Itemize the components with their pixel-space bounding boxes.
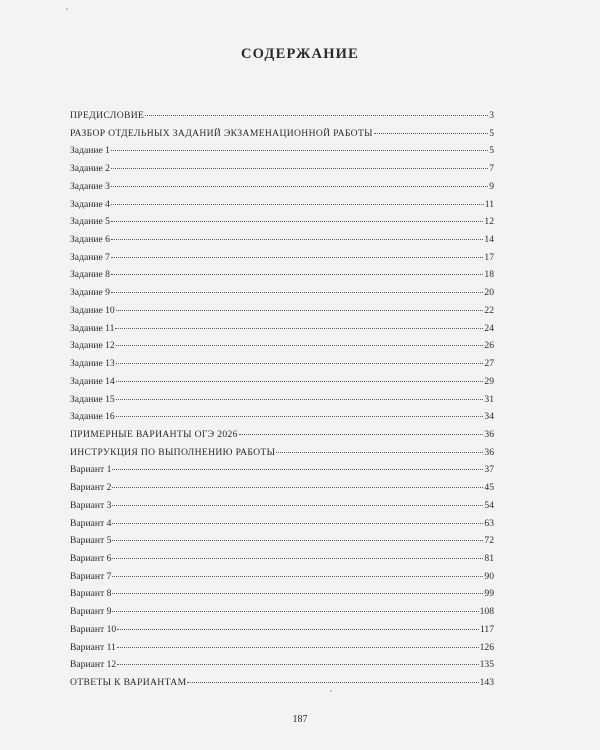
toc-entry-page: 9 xyxy=(489,180,494,192)
toc-entry xyxy=(70,340,494,358)
toc-leader-dots xyxy=(117,664,478,665)
toc-entry xyxy=(70,482,494,500)
toc-entry-title: Вариант 6 xyxy=(70,552,112,564)
toc-entry-title: Задание 15 xyxy=(70,393,115,405)
toc-entry-title: Вариант 7 xyxy=(70,570,112,582)
toc-entry xyxy=(70,553,494,571)
toc-leader-dots xyxy=(112,611,478,612)
toc-entry xyxy=(70,252,494,270)
toc-entry-page: 12 xyxy=(484,216,494,228)
toc-leader-dots xyxy=(239,434,484,435)
toc-entry-page: 36 xyxy=(484,446,494,458)
toc-entry-page: 31 xyxy=(484,393,494,405)
toc-entry xyxy=(70,535,494,553)
toc-entry-title: Вариант 4 xyxy=(70,517,112,529)
toc-entry xyxy=(70,181,494,199)
toc-entry-title: Задание 4 xyxy=(70,198,110,210)
toc-entry xyxy=(70,606,494,624)
toc-entry-page: 20 xyxy=(484,287,494,299)
toc-entry-title: Задание 3 xyxy=(70,180,110,192)
toc-leader-dots xyxy=(111,204,484,205)
toc-entry-page: 5 xyxy=(489,145,494,157)
toc-entry-title: Задание 12 xyxy=(70,340,115,352)
toc-entry-title: Задание 6 xyxy=(70,234,110,246)
toc-entry-page: 63 xyxy=(484,517,494,529)
toc-leader-dots xyxy=(116,363,484,364)
toc-entry-page: 81 xyxy=(484,552,494,564)
toc-entry-page: 54 xyxy=(484,499,494,511)
toc-entry xyxy=(70,411,494,429)
toc-entry xyxy=(70,394,494,412)
toc-entry-title: РАЗБОР ОТДЕЛЬНЫХ ЗАДАНИЙ ЭКЗАМЕНАЦИОННОЙ РАБОТЫ xyxy=(70,127,373,139)
toc-leader-dots xyxy=(116,416,484,417)
toc-entry xyxy=(70,216,494,234)
toc-entry-page: 135 xyxy=(479,659,494,671)
toc-entry-page: 45 xyxy=(484,482,494,494)
toc-entry xyxy=(70,163,494,181)
toc-entry-title: Задание 16 xyxy=(70,411,115,423)
toc-leader-dots xyxy=(111,239,483,240)
toc-leader-dots xyxy=(111,257,483,258)
toc-entry-title: Задание 14 xyxy=(70,375,115,387)
toc-entry-page: 7 xyxy=(489,163,494,175)
toc-entry-title: Задание 8 xyxy=(70,269,110,281)
page-title: СОДЕРЖАНИЕ xyxy=(240,46,360,62)
toc-entry-title: Задание 13 xyxy=(70,358,115,370)
toc-entry-page: 3 xyxy=(489,110,494,121)
toc-entry-page: 126 xyxy=(479,641,494,653)
toc-entry xyxy=(70,110,494,128)
toc-leader-dots xyxy=(111,274,483,275)
toc-entry xyxy=(70,234,494,252)
toc-entry-page: 108 xyxy=(479,606,494,618)
toc-entry-title: Задание 5 xyxy=(70,216,110,228)
toc-leader-dots xyxy=(116,345,484,346)
toc-leader-dots xyxy=(116,381,484,382)
toc-entry-title: Вариант 8 xyxy=(70,588,112,600)
toc-entry xyxy=(70,287,494,305)
toc-entry-title: Задание 11 xyxy=(70,322,115,334)
toc-entry-title: Вариант 12 xyxy=(70,659,117,671)
toc-entry-title: Вариант 5 xyxy=(70,535,112,547)
toc-entry-title: Вариант 10 xyxy=(70,623,117,635)
table-of-contents xyxy=(70,110,494,695)
toc-leader-dots xyxy=(374,133,488,134)
toc-leader-dots xyxy=(111,168,488,169)
toc-leader-dots xyxy=(145,115,488,116)
toc-entry-title: ПРЕДИСЛОВИЕ xyxy=(70,110,145,121)
toc-entry xyxy=(70,145,494,163)
toc-entry xyxy=(70,518,494,536)
toc-entry xyxy=(70,677,494,695)
toc-entry xyxy=(70,464,494,482)
toc-entry xyxy=(70,642,494,660)
toc-leader-dots xyxy=(116,310,484,311)
toc-entry-page: 22 xyxy=(484,304,494,316)
toc-entry-page: 17 xyxy=(484,251,494,263)
toc-leader-dots xyxy=(111,186,488,187)
toc-entry-page: 11 xyxy=(484,198,494,210)
toc-entry-page: 37 xyxy=(484,464,494,476)
toc-entry xyxy=(70,199,494,217)
toc-leader-dots xyxy=(115,328,483,329)
toc-leader-dots xyxy=(112,576,483,577)
toc-leader-dots xyxy=(117,629,479,630)
toc-leader-dots xyxy=(112,505,483,506)
toc-leader-dots xyxy=(112,558,483,559)
toc-entry xyxy=(70,376,494,394)
toc-entry xyxy=(70,571,494,589)
toc-entry-page: 117 xyxy=(479,623,494,635)
toc-entry xyxy=(70,447,494,465)
toc-leader-dots xyxy=(112,540,483,541)
toc-entry xyxy=(70,624,494,642)
toc-entry-page: 34 xyxy=(484,411,494,423)
toc-entry-title: ИНСТРУКЦИЯ ПО ВЫПОЛНЕНИЮ РАБОТЫ xyxy=(70,446,276,458)
toc-entry-title: Вариант 11 xyxy=(70,641,116,653)
scan-speck xyxy=(330,690,332,692)
toc-leader-dots xyxy=(112,523,483,524)
toc-entry-page: 5 xyxy=(489,127,494,139)
toc-entry-title: ОТВЕТЫ К ВАРИАНТАМ xyxy=(70,677,187,688)
toc-leader-dots xyxy=(111,221,483,222)
toc-entry xyxy=(70,429,494,447)
toc-entry xyxy=(70,269,494,287)
scan-speck xyxy=(66,8,68,10)
toc-entry xyxy=(70,128,494,146)
toc-entry-page: 29 xyxy=(484,375,494,387)
toc-entry-page: 26 xyxy=(484,340,494,352)
toc-entry-title: Вариант 3 xyxy=(70,499,112,511)
toc-entry-page: 143 xyxy=(479,677,494,688)
toc-entry xyxy=(70,305,494,323)
toc-leader-dots xyxy=(112,487,483,488)
toc-entry-page: 99 xyxy=(484,588,494,600)
toc-leader-dots xyxy=(276,452,483,453)
toc-leader-dots xyxy=(112,469,483,470)
toc-entry xyxy=(70,659,494,677)
toc-entry-title: Вариант 1 xyxy=(70,464,112,476)
toc-entry-page: 27 xyxy=(484,358,494,370)
toc-entry-page: 18 xyxy=(484,269,494,281)
toc-entry-title: Задание 10 xyxy=(70,304,115,316)
page-number: 187 xyxy=(292,714,308,725)
toc-entry-title: Задание 2 xyxy=(70,163,110,175)
toc-entry xyxy=(70,323,494,341)
toc-leader-dots xyxy=(116,399,484,400)
toc-entry-page: 24 xyxy=(484,322,494,334)
toc-entry-title: Задание 9 xyxy=(70,287,110,299)
toc-entry-title: Вариант 2 xyxy=(70,482,112,494)
toc-entry-title: Вариант 9 xyxy=(70,606,112,618)
toc-leader-dots xyxy=(112,593,483,594)
toc-entry-title: Задание 7 xyxy=(70,251,110,263)
toc-entry xyxy=(70,500,494,518)
toc-entry-page: 14 xyxy=(484,234,494,246)
toc-leader-dots xyxy=(111,150,488,151)
toc-entry-page: 36 xyxy=(484,428,494,440)
toc-leader-dots xyxy=(117,647,479,648)
toc-leader-dots xyxy=(187,682,478,683)
toc-entry-title: Задание 1 xyxy=(70,145,110,157)
toc-entry-page: 90 xyxy=(484,570,494,582)
toc-entry xyxy=(70,358,494,376)
toc-entry-title: ПРИМЕРНЫЕ ВАРИАНТЫ ОГЭ 2026 xyxy=(70,428,238,440)
toc-entry-page: 72 xyxy=(484,535,494,547)
toc-entry xyxy=(70,588,494,606)
toc-leader-dots xyxy=(111,292,483,293)
